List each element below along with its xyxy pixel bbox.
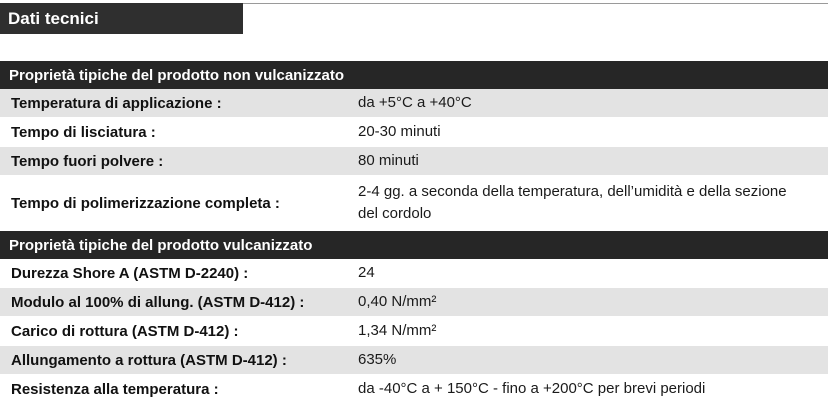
row-value: 2-4 gg. a seconda della temperatura, dell’umidità e della sezione del cordolo (358, 183, 787, 222)
row-value: 635% (358, 351, 397, 368)
section-header-uncured: Proprietà tipiche del prodotto non vulcanizzato (0, 61, 828, 89)
section-header-cured: Proprietà tipiche del prodotto vulcanizzato (0, 231, 828, 259)
table-row (0, 375, 828, 404)
table-row (0, 118, 828, 147)
table-row (0, 288, 828, 317)
table-row (0, 176, 828, 231)
row-value: 1,34 N/mm² (358, 322, 437, 339)
row-value: 20-30 minuti (358, 123, 441, 140)
table-row (0, 259, 828, 288)
table-row (0, 317, 828, 346)
row-label: Allungamento a rottura (ASTM D-412) : (11, 351, 287, 369)
table-row (0, 89, 828, 118)
row-label: Modulo al 100% di allung. (ASTM D-412) : (11, 293, 305, 311)
row-label: Durezza Shore A (ASTM D-2240) : (11, 264, 249, 282)
table-row (0, 346, 828, 375)
row-label: Resistenza alla temperatura : (11, 380, 219, 398)
row-label: Tempo fuori polvere : (11, 152, 164, 170)
row-label: Carico di rottura (ASTM D-412) : (11, 322, 239, 340)
row-label: Tempo di lisciatura : (11, 123, 156, 141)
table-row (0, 147, 828, 176)
row-value: 0,40 N/mm² (358, 293, 437, 310)
row-label: Tempo di polimerizzazione completa : (11, 194, 280, 212)
row-label: Temperatura di applicazione : (11, 94, 222, 112)
row-value: da -40°C a + 150°C - fino a +200°C per brevi periodi (358, 380, 706, 397)
row-value: 24 (358, 264, 375, 281)
title-divider (243, 3, 828, 4)
row-value: 80 minuti (358, 152, 419, 169)
row-value: da +5°C a +40°C (358, 94, 472, 111)
technical-data-table (0, 61, 828, 404)
page-title: Dati tecnici (0, 3, 243, 34)
